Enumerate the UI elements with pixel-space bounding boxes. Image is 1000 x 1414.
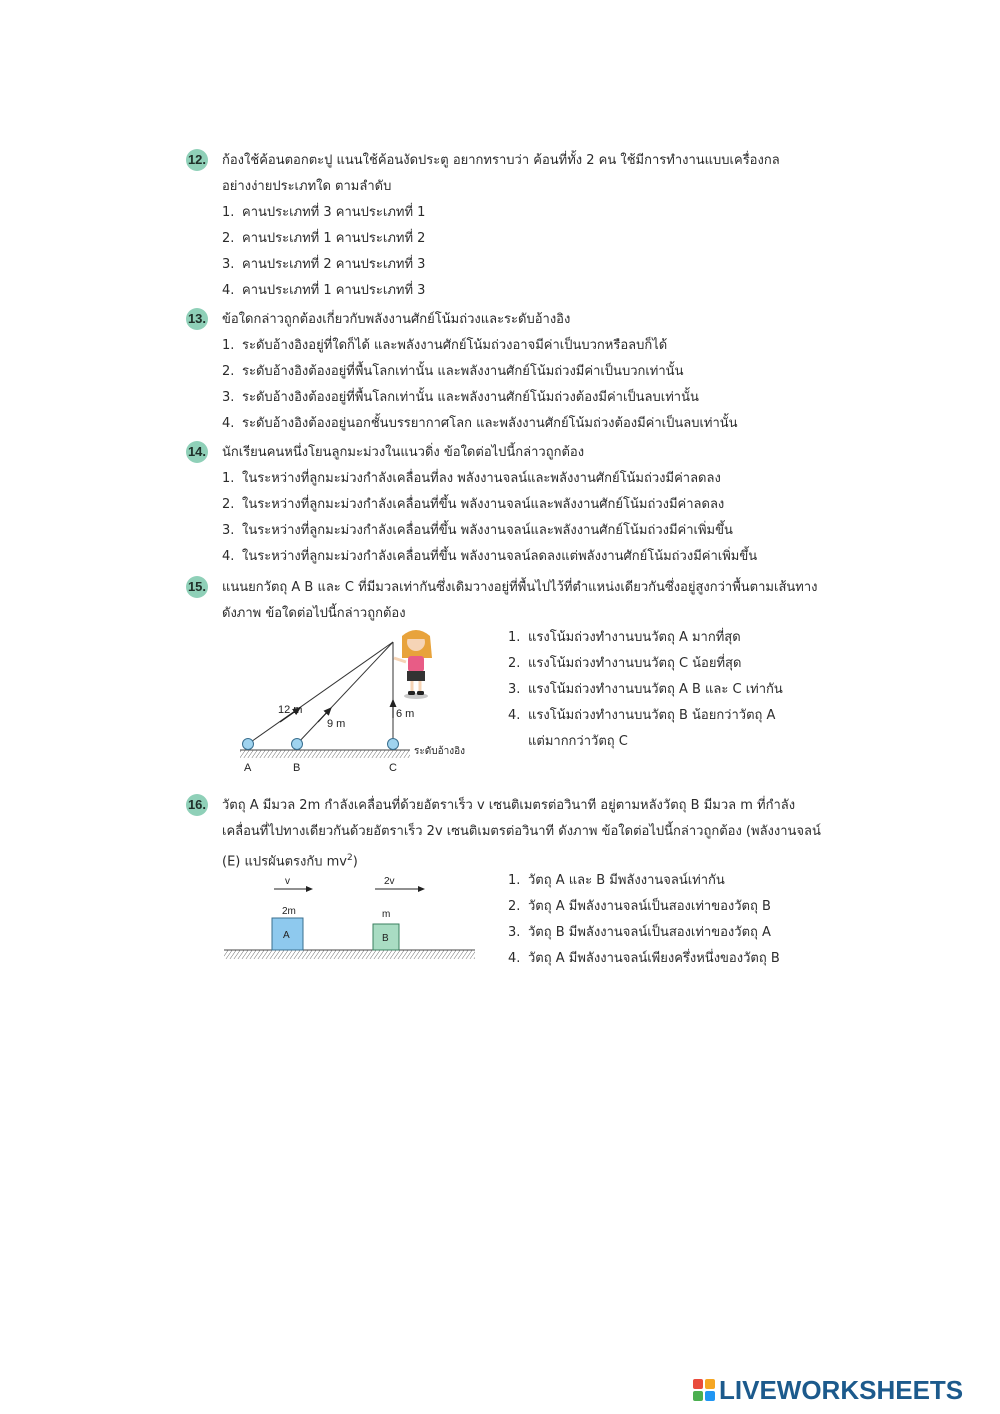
question-14 [186,440,826,570]
option-4-continuation: แต่มากกว่าวัตถุ C [528,734,628,749]
stem-superscript: 2 [347,853,353,863]
blocks-figure [220,870,480,970]
option-number: 3. [508,925,521,940]
logo-mark-icon [693,1379,715,1401]
option-number: 2. [508,899,521,914]
option-text: ระดับอ้างอิงต้องอยู่ที่พื้นโลกเท่านั้น และพลังงานศักย์โน้มถ่วงต้องมีค่าเป็นลบเท่านั้น [242,390,699,405]
option-number: 3. [222,390,235,405]
option-1[interactable] [222,333,826,359]
option-4[interactable] [508,946,780,972]
reference-level-label: ระดับอ้างอิง [414,746,465,757]
stem-line: ดังภาพ ข้อใดต่อไปนี้กล่าวถูกต้อง [222,606,406,621]
question-number-badge: 16. [186,794,208,816]
option-4[interactable] [222,278,826,304]
point-b-label: B [293,762,301,774]
option-number: 1. [222,205,235,220]
brand-name: LIVEWORKSHEETS [719,1374,964,1405]
ground-hatch [224,950,475,959]
question-number-badge: 13. [186,308,208,330]
question-stem [222,793,826,875]
option-list [222,333,826,437]
option-text: ระดับอ้างอิงต้องอยู่นอกชั้นบรรยากาศโลก และพลังงานศักย์โน้มถ่วงต้องมีค่าเป็นลบเท่านั้น [242,416,738,431]
question-stem [222,575,826,627]
stem-close-paren: ) [352,854,358,870]
question-number-badge: 15. [186,576,208,598]
option-text: แรงโน้มถ่วงทำงานบนวัตถุ A มากที่สุด [528,630,741,645]
ramp-figure [236,626,486,776]
option-number: 4. [508,951,521,966]
option-3[interactable] [508,920,780,946]
block-b-label: B [382,933,389,944]
speed-b-label: 2v [384,876,395,887]
point-c-label: C [389,762,397,774]
mass-a-label: 2m [282,906,296,917]
stem-line: เคลื่อนที่ไปทางเดียวกันด้วยอัตราเร็ว 2v เซนติเมตรต่อวินาที ดังภาพ ข้อใดต่อไปนี้กล่าวถูกต้อง (พลังงานจลน์ [222,824,821,839]
option-1[interactable] [222,466,826,492]
question-number-badge: 12. [186,149,208,171]
option-text: แรงโน้มถ่วงทำงานบนวัตถุ A B และ C เท่ากัน [528,682,783,697]
stem-line: ข้อใดกล่าวถูกต้องเกี่ยวกับพลังงานศักย์โน้มถ่วงและระดับอ้างอิง [222,312,571,327]
liveworksheets-logo[interactable] [693,1374,963,1406]
option-number: 4. [222,549,235,564]
option-2[interactable] [222,359,826,385]
option-text: คานประเภทที่ 3 คานประเภทที่ 1 [242,205,426,220]
question-stem [222,307,826,333]
stem-line: แนนยกวัตถุ A B และ C ที่มีมวลเท่ากันซึ่งเดิมวางอยู่ที่พื้นไปไว้ที่ตำแหน่งเดียวกันซึ่งอยู่สูงกว่าพื้นตามเส้นทาง [222,580,818,595]
option-text: แรงโน้มถ่วงทำงานบนวัตถุ C น้อยที่สุด [528,656,742,671]
question-stem [222,148,826,200]
option-number: 2. [222,231,235,246]
stem-line: อย่างง่ายประเภทใด ตามลำดับ [222,179,392,194]
option-2[interactable] [508,651,783,677]
option-3[interactable] [222,385,826,411]
question-16-options [508,868,780,972]
option-4[interactable] [222,411,826,437]
question-number-badge: 14. [186,441,208,463]
option-text: วัตถุ A มีพลังงานจลน์เพียงครึ่งหนึ่งของวัตถุ B [528,951,780,966]
option-3[interactable] [508,677,783,703]
stem-line: ก้องใช้ค้อนตอกตะปู แนนใช้ค้อนงัดประตู อยากทราบว่า ค้อนที่ทั้ง 2 คน ใช้มีการทำงานแบบเครื่องกล [222,153,780,168]
ground-hatch [240,750,410,758]
path-a-length-label: 12 m [278,704,303,716]
option-number: 2. [508,656,521,671]
block-a-label: A [283,930,290,941]
option-text: ในระหว่างที่ลูกมะม่วงกำลังเคลื่อนที่ขึ้น พลังงานจลน์ลดลงแต่พลังงานศักย์โน้มถ่วงมีค่าเพิ่มขึ้น [242,549,758,564]
question-15-options [508,625,783,755]
option-list [222,466,826,570]
option-1[interactable] [508,625,783,651]
path-a-line [248,642,393,744]
option-number: 1. [222,338,235,353]
option-number: 4. [508,708,521,723]
option-3[interactable] [222,252,826,278]
question-13 [186,307,826,437]
mass-b-label: m [382,909,391,920]
question-16 [186,793,826,875]
stem-formula-text: (E) แปรผันตรงกับ mv [222,854,347,870]
option-text: ในระหว่างที่ลูกมะม่วงกำลังเคลื่อนที่ขึ้น พลังงานจลน์และพลังงานศักย์โน้มถ่วงมีค่าลดลง [242,497,725,512]
ball-b [292,739,303,750]
option-2[interactable] [222,492,826,518]
option-text: ระดับอ้างอิงต้องอยู่ที่พื้นโลกเท่านั้น และพลังงานศักย์โน้มถ่วงมีค่าเป็นบวกเท่านั้น [242,364,684,379]
speed-a-label: v [285,876,290,887]
option-number: 3. [508,682,521,697]
option-text: คานประเภทที่ 1 คานประเภทที่ 2 [242,231,426,246]
ball-c [388,739,399,750]
option-number: 2. [222,497,235,512]
option-list [222,200,826,304]
option-number: 2. [222,364,235,379]
option-2[interactable] [222,226,826,252]
option-2[interactable] [508,894,780,920]
option-text: ในระหว่างที่ลูกมะม่วงกำลังเคลื่อนที่ขึ้น พลังงานจลน์และพลังงานศักย์โน้มถ่วงมีค่าเพิ่มขึ้น [242,523,733,538]
option-text: วัตถุ A มีพลังงานจลน์เป็นสองเท่าของวัตถุ B [528,899,771,914]
question-12 [186,148,826,304]
option-1[interactable] [508,868,780,894]
path-b-length-label: 9 m [327,718,346,730]
question-15 [186,575,826,627]
option-3[interactable] [222,518,826,544]
path-c-length-label: 6 m [396,708,415,720]
option-number: 1. [508,630,521,645]
option-number: 1. [222,471,235,486]
option-text: คานประเภทที่ 2 คานประเภทที่ 3 [242,257,426,272]
option-text: ในระหว่างที่ลูกมะม่วงกำลังเคลื่อนที่ลง พลังงานจลน์และพลังงานศักย์โน้มถ่วงมีค่าลดลง [242,471,721,486]
option-text: ระดับอ้างอิงอยู่ที่ใดก็ได้ และพลังงานศักย์โน้มถ่วงอาจมีค่าเป็นบวกหรือลบก็ได้ [242,338,668,353]
question-stem [222,440,826,466]
option-text: วัตถุ A และ B มีพลังงานจลน์เท่ากัน [528,873,725,888]
option-number: 4. [222,416,235,431]
option-text: แรงโน้มถ่วงทำงานบนวัตถุ B น้อยกว่าวัตถุ A [528,708,776,723]
point-a-label: A [244,762,252,774]
option-1[interactable] [222,200,826,226]
option-number: 3. [222,523,235,538]
girl-figure [394,630,432,699]
option-4[interactable] [508,703,783,729]
option-4[interactable] [222,544,826,570]
option-number: 1. [508,873,521,888]
stem-line: นักเรียนคนหนึ่งโยนลูกมะม่วงในแนวดิ่ง ข้อใดต่อไปนี้กล่าวถูกต้อง [222,445,585,460]
option-number: 4. [222,283,235,298]
stem-line: วัตถุ A มีมวล 2m กำลังเคลื่อนที่ด้วยอัตราเร็ว v เซนติเมตรต่อวินาที อยู่ตามหลังวัตถุ B มีมวล m ที่กำลัง [222,798,796,813]
option-text: วัตถุ B มีพลังงานจลน์เป็นสองเท่าของวัตถุ A [528,925,771,940]
option-text: คานประเภทที่ 1 คานประเภทที่ 3 [242,283,426,298]
ball-a [243,739,254,750]
option-number: 3. [222,257,235,272]
